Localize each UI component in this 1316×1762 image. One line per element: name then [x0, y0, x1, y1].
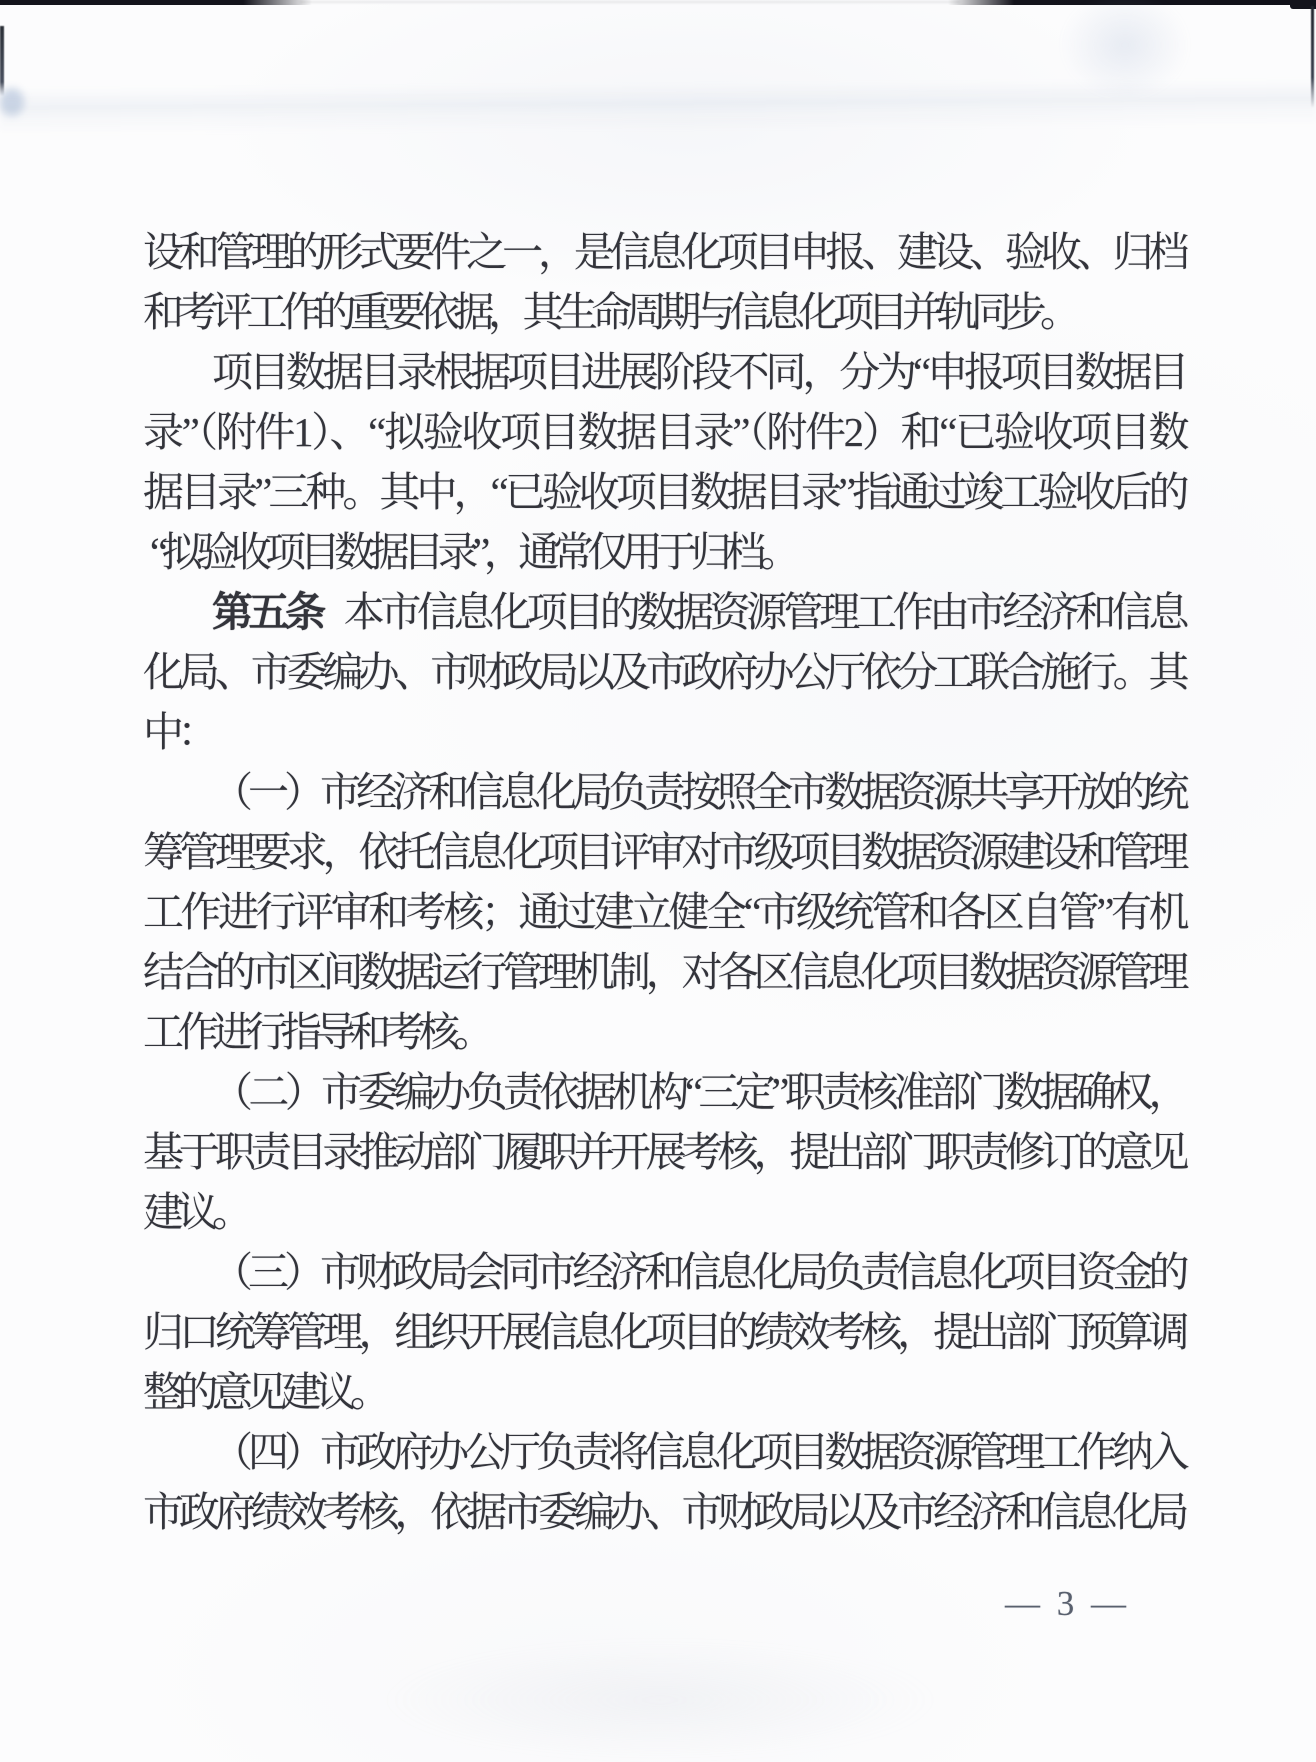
- text-line: 项目数据目录根据项目进展阶段不同，分为“申报项目数据目: [212, 349, 1183, 395]
- text-line: （二）市委编办负责依据机构“三定”职责核准部门数据确权，: [212, 1069, 1183, 1115]
- scan-top-edge-mid-artifact: [300, 1, 960, 3]
- text-line: 筹管理要求，依托信息化项目评审对市级项目数据资源建设和管理: [143, 829, 1183, 875]
- scan-top-edge-left-artifact: [0, 0, 312, 5]
- text-line: 工作进行指导和考核。: [143, 1009, 488, 1055]
- text-line: （三）市财政局会同市经济和信息化局负责信息化项目资金的: [212, 1249, 1183, 1295]
- text-line: 第五条 本市信息化项目的数据资源管理工作由市经济和信息: [212, 589, 1184, 635]
- text-line: 和考评工作的重要依据，其生命周期与信息化项目并轨同步。: [143, 289, 1075, 335]
- scan-fold-band-artifact: [0, 79, 1316, 134]
- text-line: 结合的市区间数据运行管理机制，对各区信息化项目数据资源管理: [143, 949, 1183, 995]
- scan-blue-smudge-artifact: [0, 88, 24, 116]
- scan-right-edge-artifact: [1311, 6, 1314, 108]
- text-line: 市政府绩效考核，依据市委编办、市财政局以及市经济和信息化局: [143, 1489, 1183, 1535]
- text-line: 设和管理的形式要件之一，是信息化项目申报、建设、验收、归档: [143, 229, 1183, 275]
- scan-bottom-noise-artifact: [380, 1640, 940, 1760]
- text-line: 基于职责目录推动部门履职并开展考核，提出部门职责修订的意见: [143, 1129, 1183, 1175]
- page-number: — 3 —: [1005, 1584, 1130, 1623]
- text-line: “拟验收项目数据目录”，通常仅用于归档。: [149, 529, 795, 575]
- text-line: 整的意见建议。: [143, 1369, 385, 1415]
- text-line: 归口统筹管理，组织开展信息化项目的绩效考核，提出部门预算调: [143, 1309, 1183, 1355]
- article-number-label: 第五条: [212, 589, 322, 635]
- text-line: （四）市政府办公厅负责将信息化项目数据资源管理工作纳入: [212, 1429, 1183, 1475]
- text-line: 中：: [143, 709, 212, 755]
- text-line: 建议。: [143, 1189, 247, 1235]
- scan-top-edge-right-artifact: [948, 0, 1316, 5]
- text-line: 据目录”三种。其中，“已验收项目数据目录”指通过竣工验收后的: [143, 469, 1183, 515]
- text-line: （一）市经济和信息化局负责按照全市数据资源共享开放的统: [212, 769, 1183, 815]
- text-line: 工作进行评审和考核；通过建立健全“市级统管和各区自管”有机: [143, 889, 1183, 935]
- text-line: 化局、市委编办、市财政局以及市政府办公厅依分工联合施行。其: [143, 649, 1183, 695]
- document-text: [143, 222, 1183, 1542]
- scan-top-right-blotch-artifact: [1060, 0, 1190, 100]
- text-line: 录”（附件1）、“拟验收项目数据目录”（附件2）和“已验收项目数: [143, 409, 1183, 455]
- scan-left-edge-artifact: [0, 26, 4, 96]
